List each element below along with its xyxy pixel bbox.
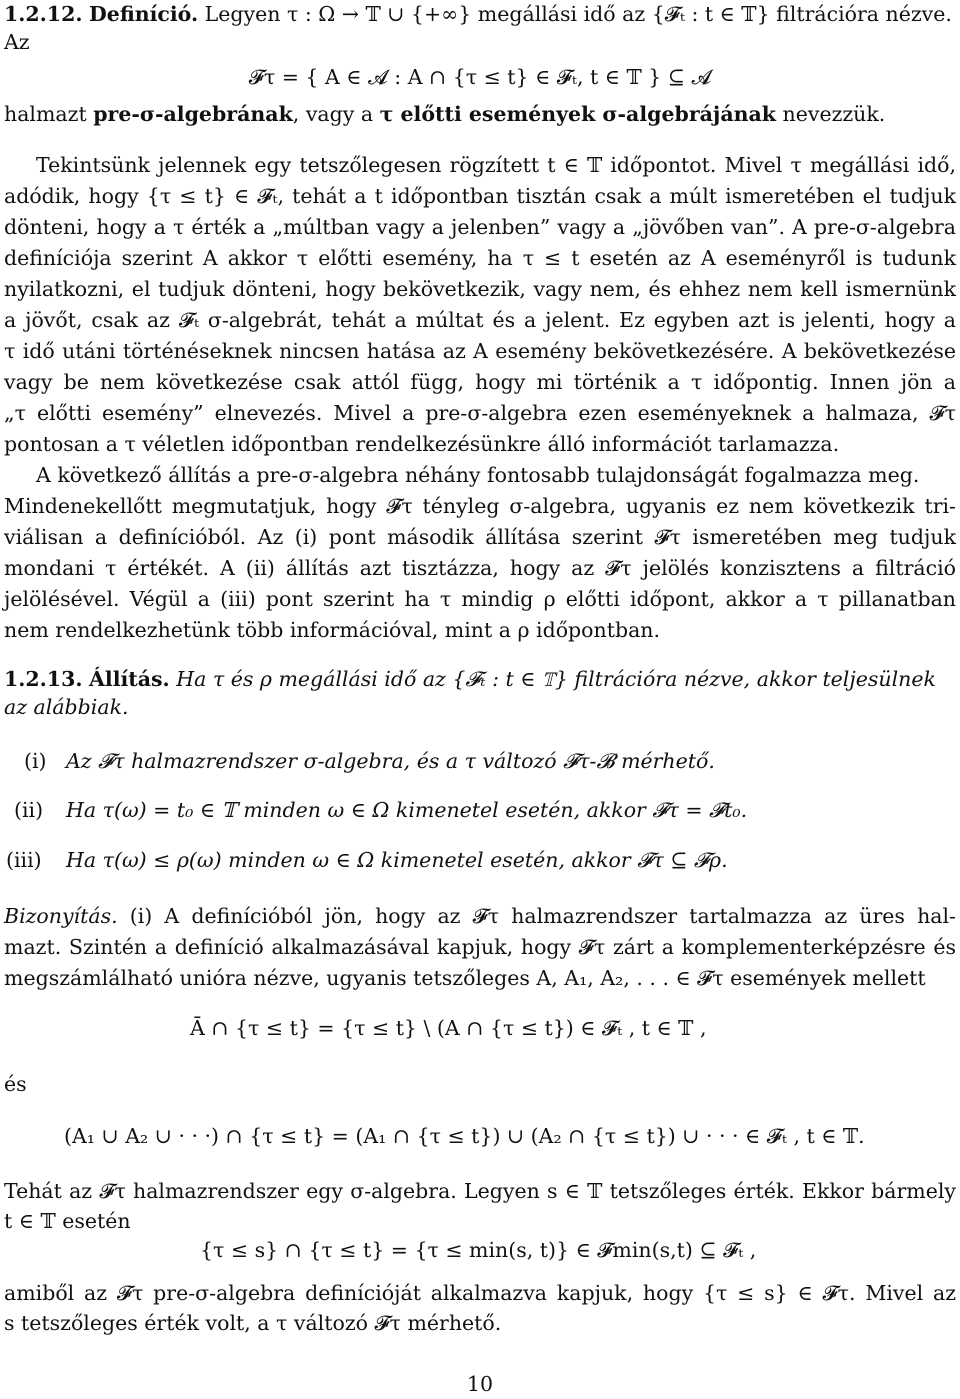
para2-line: jelölésével. Végül a (iii) pont szerint ha τ mindig ρ előtti időpont, akkor a τ pillanatban — [4, 587, 956, 611]
definition-line-1 — [4, 0, 952, 28]
item-text: Ha τ(ω) = t₀ ∈ 𝕋 minden ω ∈ Ω kimenetel esetén, akkor 𝓕τ = 𝓕t₀. — [66, 798, 748, 822]
para1-line: τ idő utáni történéseknek nincsen hatása az A esemény bekövetkezésére. A bekövetkezése — [4, 339, 956, 363]
proposition-heading: Állítás. — [89, 667, 170, 691]
proof-line-3: megszámlálható unióra nézve, ugyanis tetszőleges A, A₁, A₂, . . . ∈ 𝓕τ események mellett — [4, 966, 926, 990]
para1-line: a jövőt, csak az 𝓕ₜ σ-algebrát, tehát a múltat és a jelent. Ez egyben azt is jelenti, hogy a — [4, 308, 956, 332]
definition-line-3-post: nevezzük. — [776, 102, 886, 126]
proof-formula-2: (A₁ ∪ A₂ ∪ · · ·) ∩ {τ ≤ t} = (A₁ ∩ {τ ≤ t}) ∪ (A₂ ∩ {τ ≤ t}) ∪ · · · ∈ 𝓕ₜ , t ∈ 𝕋. — [64, 1124, 865, 1148]
term-tau-events: τ előtti események σ-algebrájának — [379, 102, 777, 126]
item-text: Ha τ(ω) ≤ ρ(ω) minden ω ∈ Ω kimenetel esetén, akkor 𝓕τ ⊆ 𝓕ρ. — [66, 848, 728, 872]
definition-formula: 𝓕τ = { A ∈ 𝓐 : A ∩ {τ ≤ t} ∈ 𝓕ₜ, t ∈ 𝕋 } ⊆ 𝓐 — [248, 65, 712, 89]
proposition-line-1 — [4, 665, 936, 693]
proof-line-4: Tehát az 𝓕τ halmazrendszer egy σ-algebra. Legyen s ∈ 𝕋 tetszőleges érték. Ekkor bármely — [4, 1179, 956, 1203]
definition-line-2: Az — [4, 30, 30, 54]
para2-line: viálisan a definícióból. Az (i) pont második állítása szerint 𝓕τ ismeretében meg tudjuk — [4, 525, 956, 549]
definition-line-3-mid: , vagy a — [292, 102, 380, 126]
proposition-number: 1.2.13. — [4, 667, 83, 691]
proof-es: és — [4, 1072, 27, 1096]
item-label: (i) — [24, 749, 47, 773]
para1-line: vagy be nem következése csak attól függ, hogy mi történik a τ időpontig. Innen jön a — [4, 370, 956, 394]
para2-line: nem rendelkezhetünk több információval, mint a ρ időpontban. — [4, 618, 661, 642]
term-pre-sigma-algebra: pre-σ-algebrának — [93, 102, 293, 126]
para1-line: definíciója szerint A akkor τ előtti esemény, ha τ ≤ t esetén az A eseményről is tudunk — [4, 246, 956, 270]
definition-number: 1.2.12. — [4, 2, 83, 26]
para2-line: Mindenekellőtt megmutatjuk, hogy 𝓕τ tényleg σ-algebra, ugyanis ez nem következik tri- — [4, 494, 956, 518]
para1-line: Tekintsünk jelennek egy tetszőlegesen rögzített t ∈ 𝕋 időpontot. Mivel τ megállási idő, — [36, 153, 956, 177]
para1-line: „τ előtti esemény” elnevezés. Mivel a pre-σ-algebra ezen eseményeknek a halmaza, 𝓕τ — [4, 401, 956, 425]
definition-text-1: Legyen τ : Ω → 𝕋 ∪ {+∞} megállási idő az {𝓕ₜ : t ∈ 𝕋} filtrációra nézve. — [204, 2, 952, 26]
item-label: (iii) — [6, 848, 42, 872]
proof-formula-3: {τ ≤ s} ∩ {τ ≤ t} = {τ ≤ min(s, t)} ∈ 𝓕min(s,t) ⊆ 𝓕ₜ , — [200, 1238, 757, 1262]
para1-line: pontosan a τ véletlen időpontban rendelkezésünkre álló információt tarlamazza. — [4, 432, 840, 456]
proposition-text-1: Ha τ és ρ megállási idő az {𝓕ₜ : t ∈ 𝕋} filtrációra nézve, akkor teljesülnek — [176, 667, 936, 691]
definition-heading: Definíció. — [89, 2, 199, 26]
para1-line: adódik, hogy {τ ≤ t} ∈ 𝓕ₜ, tehát a t időpontban tisztán csak a múlt ismeretében el tudjuk — [4, 184, 956, 208]
item-label: (ii) — [14, 798, 44, 822]
para1-line: nyilatkozni, el tudjuk dönteni, hogy bekövetkezik, vagy nem, és ehhez nem kell ismernünk — [4, 277, 956, 301]
item-text: Az 𝓕τ halmazrendszer σ-algebra, és a τ változó 𝓕τ-𝓑 mérhető. — [66, 749, 715, 773]
definition-line-3 — [4, 100, 885, 128]
proof-line-7: s tetszőleges érték volt, a τ változó 𝓕τ mérhető. — [4, 1311, 502, 1335]
proof-line-5: t ∈ 𝕋 esetén — [4, 1209, 131, 1233]
proof-text-1: (i) A definícióból jön, hogy az 𝓕τ halmazrendszer tartalmazza az üres hal- — [129, 904, 956, 928]
proof-heading: Bizonyítás. — [4, 904, 118, 928]
proof-line-1 — [4, 902, 956, 930]
page-number: 10 — [466, 1372, 494, 1396]
proof-formula-1: Ā ∩ {τ ≤ t} = {τ ≤ t} \ (A ∩ {τ ≤ t}) ∈ 𝓕ₜ , t ∈ 𝕋 , — [190, 1016, 707, 1040]
definition-line-3-pre: halmazt — [4, 102, 94, 126]
proof-line-2: mazt. Szintén a definíció alkalmazásával kapjuk, hogy 𝓕τ zárt a komplementerképzésre és — [4, 935, 956, 959]
para1-line: dönteni, hogy a τ érték a „múltban vagy a jelenben” vagy a „jövőben van”. A pre-σ-algebra — [4, 215, 956, 239]
para2-line: A következő állítás a pre-σ-algebra néhány fontosabb tulajdonságát fogalmazza meg. — [36, 463, 920, 487]
proposition-line-2: az alábbiak. — [4, 695, 129, 719]
para2-line: mondani τ értékét. A (ii) állítás azt tisztázza, hogy az 𝓕τ jelölés konzisztens a filtráció — [4, 556, 956, 580]
proof-line-6: amiből az 𝓕τ pre-σ-algebra definícióját alkalmazva kapjuk, hogy {τ ≤ s} ∈ 𝓕τ. Mivel az — [4, 1281, 956, 1305]
